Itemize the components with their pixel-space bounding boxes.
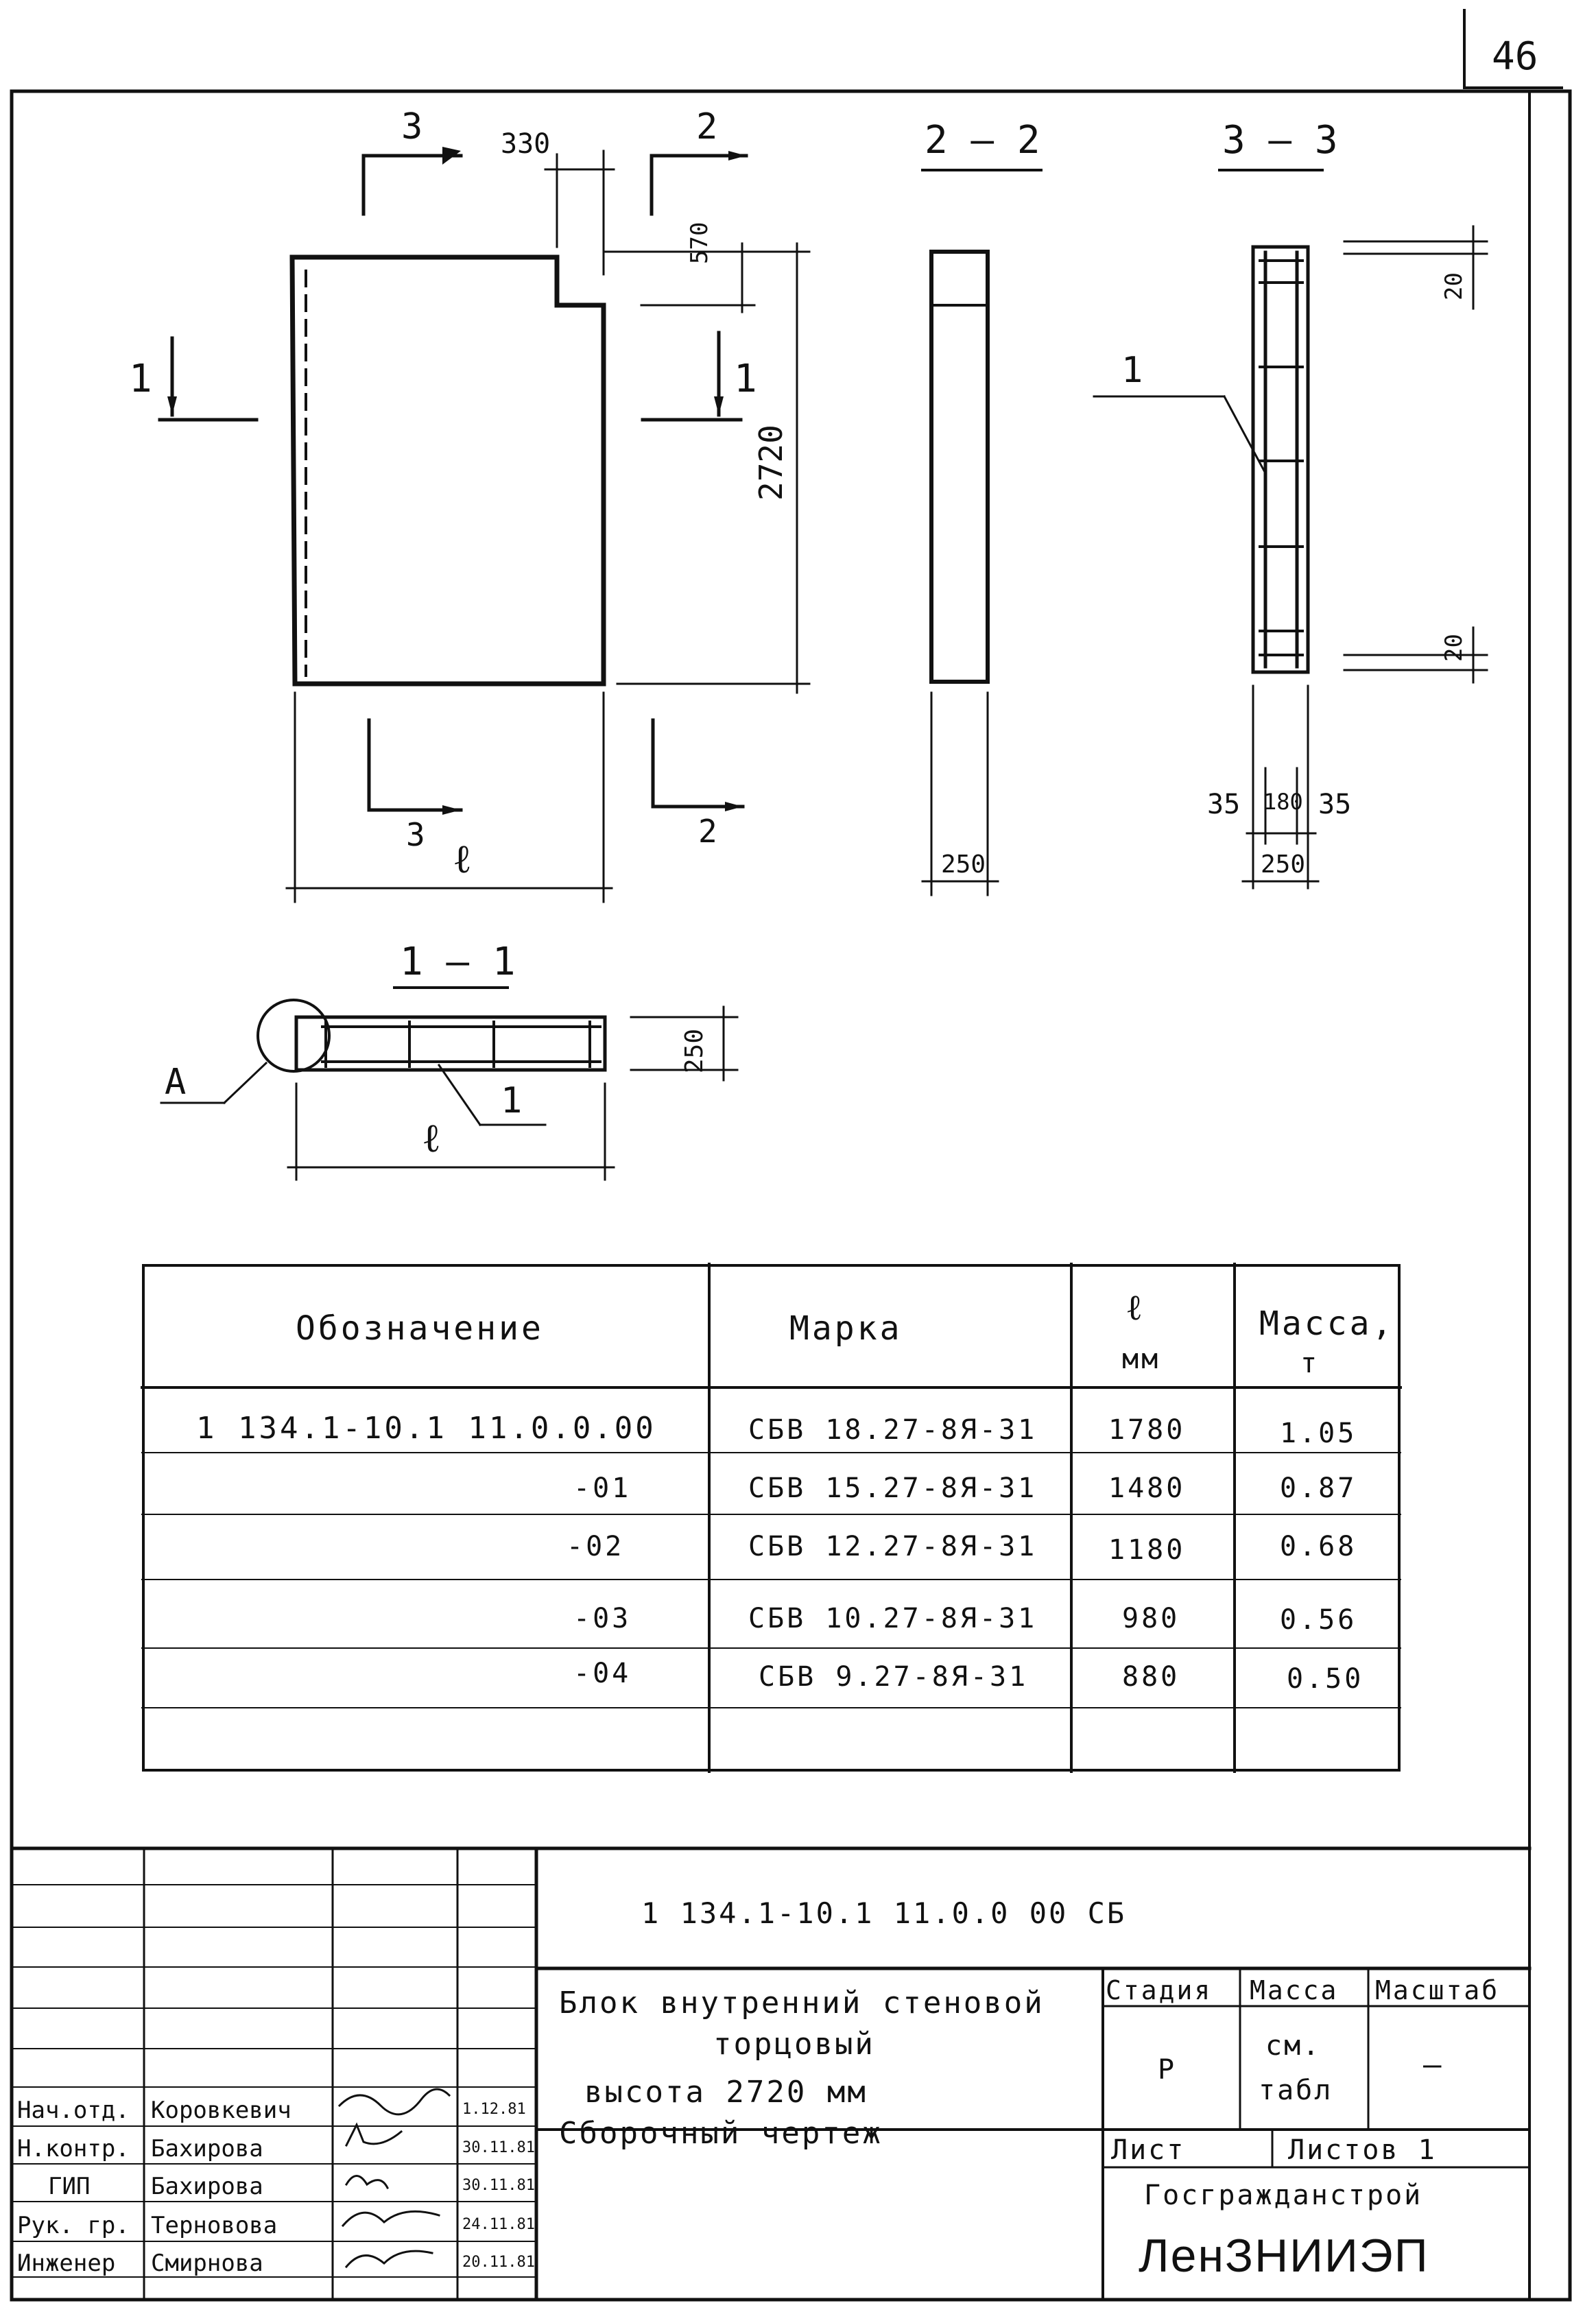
row-mass: 0.87 (1280, 1473, 1357, 1504)
arrowhead (167, 396, 177, 415)
dim-33-edge-right: 35 (1318, 789, 1352, 820)
title-line: Сборочный чертеж (559, 2116, 883, 2151)
dim-33-cover-top: 20 (1440, 272, 1468, 300)
section-22-outline (931, 252, 988, 682)
header-mass: Масса, (1259, 1304, 1395, 1343)
spec-table (142, 1264, 1401, 1772)
staff-date: 1.12.81 (462, 2101, 526, 2118)
staff-role: Нач.отд. (17, 2097, 130, 2124)
section-3-marker-bottom (369, 720, 461, 810)
sheet-number: 46 (1492, 34, 1538, 79)
row-designation: -04 (573, 1658, 632, 1689)
section-3-label-top: 3 (401, 106, 423, 147)
arrowhead (714, 396, 724, 415)
doc-code: 1 134.1-10.1 11.0.0 00 СБ (641, 1896, 1127, 1930)
row-length: 980 (1122, 1603, 1180, 1634)
signature (346, 2125, 401, 2145)
dim-length-11: ℓ (422, 1115, 441, 1161)
dim-length-elev: ℓ (453, 835, 472, 882)
dim-22-thickness: 250 (941, 850, 986, 879)
section-2-marker-bottom (653, 720, 743, 807)
mass-value-1: см. (1265, 2030, 1322, 2062)
signature (346, 2176, 388, 2189)
row-mass: 1.05 (1280, 1418, 1357, 1449)
signature (346, 2251, 432, 2267)
stage-label: Стадия (1106, 1975, 1213, 2005)
row-mark: СБВ 15.27-8Я-31 (748, 1473, 1038, 1504)
detail-a-label: А (165, 1062, 187, 1103)
dim-330: 330 (501, 128, 551, 160)
staff-date: 30.11.81 (462, 2177, 535, 2194)
row-length: 1180 (1108, 1534, 1186, 1566)
callout-1-33: 1 (1121, 350, 1143, 391)
dim-2720: 2720 (752, 425, 789, 501)
section-11-title: 1 — 1 (400, 940, 516, 984)
dim-33-core: 180 (1263, 789, 1303, 815)
signature (343, 2211, 439, 2226)
row-length: 1780 (1108, 1414, 1186, 1446)
section-2-label-top: 2 (696, 106, 718, 147)
row-mass: 0.68 (1280, 1531, 1357, 1562)
row-mass: 0.56 (1280, 1604, 1357, 1636)
header-mark: Марка (789, 1309, 903, 1348)
dim-570: 570 (686, 222, 713, 264)
row-designation: -02 (567, 1531, 625, 1562)
staff-role: Инженер (17, 2250, 116, 2277)
leader-1-33-diag (1224, 396, 1265, 473)
mass-label: Масса (1250, 1975, 1339, 2005)
staff-name: Коровкевич (151, 2097, 291, 2124)
header-designation: Обозначение (296, 1309, 544, 1348)
dim-33-edge-left: 35 (1207, 789, 1241, 820)
staff-name: Бахирова (151, 2173, 263, 2200)
scale-value: — (1423, 2047, 1444, 2082)
header-mass-unit: т (1300, 1348, 1320, 1379)
stage-value: Р (1158, 2054, 1177, 2086)
row-mark: СБВ 10.27-8Я-31 (748, 1603, 1038, 1634)
sheets-label: Листов 1 (1288, 2134, 1437, 2166)
title-line: Блок внутренний стеновой (559, 1986, 1045, 2021)
staff-name: Терновова (151, 2212, 278, 2239)
section-22-title: 2 — 2 (925, 118, 1040, 163)
section-2-marker-top (652, 156, 746, 214)
header-length: ℓ (1125, 1287, 1145, 1328)
org-line2: ЛенЗНИИЭП (1139, 2230, 1429, 2282)
section-3-marker-top (364, 156, 461, 214)
section-33-title: 3 — 3 (1222, 118, 1338, 163)
staff-role: ГИП (48, 2173, 91, 2200)
staff-date: 24.11.81 (462, 2216, 535, 2233)
mass-value-2: табл (1259, 2075, 1333, 2106)
callout-1-11: 1 (501, 1080, 523, 1121)
org-line1: Госгражданстрой (1144, 2180, 1423, 2211)
leader-a (224, 1063, 266, 1103)
leader-1-11 (439, 1065, 480, 1125)
row-mass: 0.50 (1287, 1663, 1364, 1695)
row-designation: 1 134.1-10.1 11.0.0.00 (196, 1411, 656, 1446)
header-length-unit: мм (1122, 1344, 1161, 1375)
staff-role: Н.контр. (17, 2135, 130, 2162)
dim-33-cover-bottom: 20 (1440, 634, 1468, 662)
row-length: 1480 (1108, 1473, 1186, 1504)
section-3-label-bottom: 3 (406, 816, 425, 853)
dim-33-thickness: 250 (1261, 850, 1306, 879)
elevation-outline (292, 257, 604, 684)
arrowhead (725, 802, 743, 811)
title-line: торцовый (713, 2027, 875, 2062)
row-designation: -03 (573, 1603, 632, 1634)
arrowhead (728, 151, 746, 160)
row-designation: -01 (573, 1473, 632, 1504)
signature (340, 2089, 449, 2114)
staff-role: Рук. гр. (17, 2212, 130, 2239)
row-length: 880 (1122, 1661, 1180, 1693)
section-1-label-left: 1 (129, 357, 152, 401)
staff-name: Бахирова (151, 2135, 263, 2162)
section-2-label-bottom: 2 (698, 813, 717, 850)
row-mark: СБВ 18.27-8Я-31 (748, 1414, 1038, 1446)
scale-label: Масштаб (1375, 1975, 1500, 2005)
row-mark: СБВ 12.27-8Я-31 (748, 1531, 1038, 1562)
staff-date: 30.11.81 (462, 2139, 535, 2156)
section-1-label-right: 1 (734, 357, 757, 401)
title-line: высота 2720 мм (584, 2075, 868, 2110)
dim-11-thickness: 250 (680, 1028, 708, 1073)
staff-name: Смирнова (151, 2250, 263, 2277)
staff-date: 20.11.81 (462, 2254, 535, 2271)
row-mark: СБВ 9.27-8Я-31 (759, 1661, 1029, 1693)
sheet-label: Лист (1111, 2134, 1186, 2166)
detail-a-circle (258, 1000, 329, 1071)
arrowhead (442, 805, 461, 815)
